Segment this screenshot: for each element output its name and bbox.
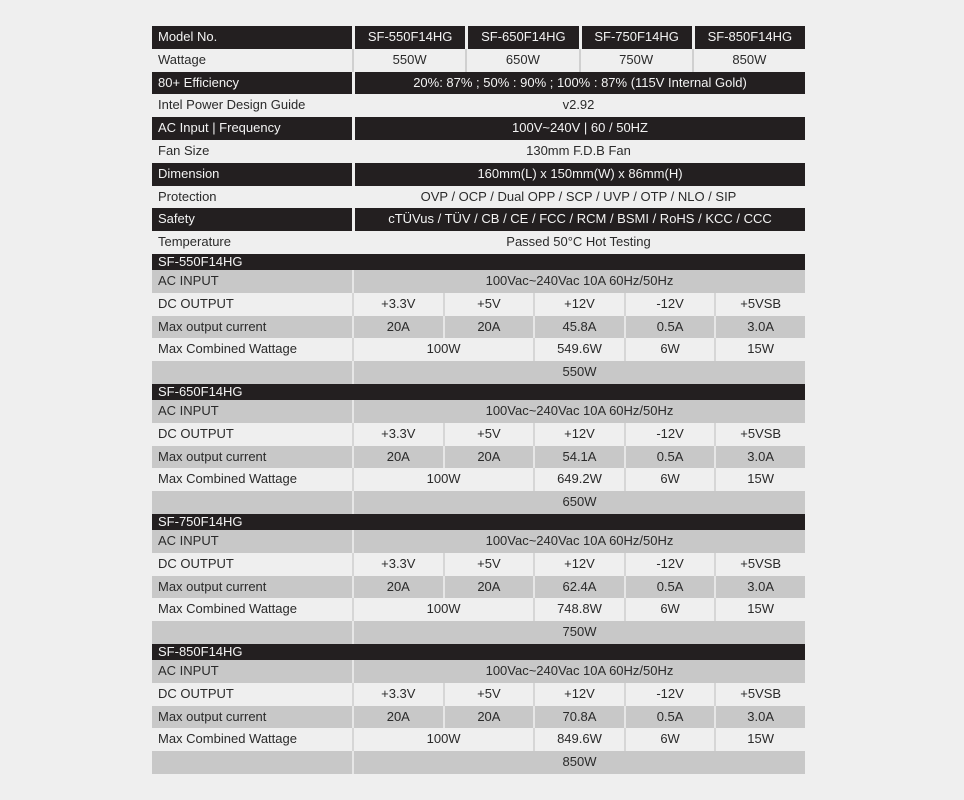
ac-input-label: AC INPUT — [158, 272, 219, 288]
model-550: SF-550F14HG — [352, 26, 465, 49]
current-value: 20A — [352, 576, 443, 599]
combined-12v: 649.2W — [533, 468, 624, 491]
rail-label: +5V — [443, 553, 534, 576]
ac-input-row — [152, 660, 805, 683]
model-650: SF-650F14HG — [465, 26, 578, 49]
dc-output-row — [152, 553, 805, 576]
ac-input-label: AC INPUT — [158, 532, 219, 548]
spec-row — [152, 186, 805, 209]
current-value: 0.5A — [624, 316, 715, 339]
rail-label: +5VSB — [714, 293, 805, 316]
dc-output-row — [152, 423, 805, 446]
rail-label: +5VSB — [714, 553, 805, 576]
wattage-850: 850W — [692, 49, 805, 72]
max-combined-row — [152, 598, 805, 621]
dc-output-label: DC OUTPUT — [158, 295, 234, 311]
rail-label: +12V — [533, 553, 624, 576]
rail-label: +5V — [443, 423, 534, 446]
model-row — [152, 26, 805, 49]
spec-row — [152, 94, 805, 117]
dc-output-row — [152, 293, 805, 316]
max-combined-label: Max Combined Wattage — [158, 341, 297, 357]
dc-output-label: DC OUTPUT — [158, 425, 234, 441]
rail-label: +3.3V — [352, 423, 443, 446]
current-value: 20A — [352, 446, 443, 469]
total-label — [152, 361, 352, 384]
rail-label: -12V — [624, 423, 715, 446]
rail-label: -12V — [624, 553, 715, 576]
spec-label: Temperature — [158, 234, 231, 250]
model-850: SF-850F14HG — [692, 26, 805, 49]
rail-label: +3.3V — [352, 293, 443, 316]
spec-row — [152, 117, 805, 140]
ac-input-value: 100Vac~240Vac 10A 60Hz/50Hz — [352, 270, 805, 293]
spec-label: Dimension — [158, 165, 220, 181]
rail-label: +5VSB — [714, 423, 805, 446]
total-value: 750W — [352, 621, 805, 644]
combined-5vsb: 15W — [714, 468, 805, 491]
section-sf-750f14hg — [152, 514, 805, 644]
section-title: SF-550F14HG — [152, 254, 805, 270]
section-title: SF-850F14HG — [152, 644, 805, 660]
ac-input-label: AC INPUT — [158, 402, 219, 418]
model-label: Model No. — [158, 29, 218, 44]
rail-label: +3.3V — [352, 553, 443, 576]
current-value: 54.1A — [533, 446, 624, 469]
max-current-row — [152, 706, 805, 729]
total-row — [152, 491, 805, 514]
ac-input-row — [152, 530, 805, 553]
psu-spec-sheet — [152, 26, 805, 774]
model-sections — [152, 254, 805, 774]
max-combined-label: Max Combined Wattage — [158, 601, 297, 617]
current-value: 20A — [352, 316, 443, 339]
combined-33-5v: 100W — [352, 468, 533, 491]
section-title: SF-750F14HG — [152, 514, 805, 530]
spec-value: 20%: 87% ; 50% : 90% ; 100% : 87% (115V Internal Gold) — [352, 72, 805, 95]
dc-output-label: DC OUTPUT — [158, 685, 234, 701]
combined-5vsb: 15W — [714, 598, 805, 621]
wattage-750: 750W — [579, 49, 692, 72]
general-specs — [152, 72, 805, 254]
current-value: 3.0A — [714, 576, 805, 599]
spec-row — [152, 140, 805, 163]
rail-label: +5V — [443, 293, 534, 316]
current-value: 3.0A — [714, 446, 805, 469]
current-value: 70.8A — [533, 706, 624, 729]
combined-neg12v: 6W — [624, 468, 715, 491]
combined-12v: 748.8W — [533, 598, 624, 621]
section-sf-550f14hg — [152, 254, 805, 384]
current-value: 3.0A — [714, 316, 805, 339]
spec-value: v2.92 — [562, 97, 595, 113]
total-label — [152, 491, 352, 514]
max-current-row — [152, 576, 805, 599]
spec-label: Intel Power Design Guide — [158, 97, 306, 113]
current-value: 20A — [443, 706, 534, 729]
combined-12v: 549.6W — [533, 338, 624, 361]
max-current-row — [152, 446, 805, 469]
section-sf-650f14hg — [152, 384, 805, 514]
dc-output-label: DC OUTPUT — [158, 555, 234, 571]
max-combined-row — [152, 728, 805, 751]
rail-label: +5VSB — [714, 683, 805, 706]
total-value: 550W — [352, 361, 805, 384]
spec-value: 130mm F.D.B Fan — [526, 142, 631, 158]
combined-12v: 849.6W — [533, 728, 624, 751]
rail-label: -12V — [624, 683, 715, 706]
section-title: SF-650F14HG — [152, 384, 805, 400]
combined-neg12v: 6W — [624, 338, 715, 361]
spec-label: AC Input | Frequency — [158, 120, 281, 136]
current-value: 62.4A — [533, 576, 624, 599]
total-label — [152, 751, 352, 774]
wattage-650: 650W — [465, 49, 578, 72]
spec-value: 160mm(L) x 150mm(W) x 86mm(H) — [352, 163, 805, 186]
max-current-label: Max output current — [158, 708, 267, 724]
total-label — [152, 621, 352, 644]
current-value: 0.5A — [624, 706, 715, 729]
spec-label: Fan Size — [158, 142, 210, 158]
max-combined-row — [152, 338, 805, 361]
combined-5vsb: 15W — [714, 338, 805, 361]
spec-label: Protection — [158, 188, 217, 204]
current-value: 20A — [352, 706, 443, 729]
combined-33-5v: 100W — [352, 598, 533, 621]
ac-input-row — [152, 400, 805, 423]
rail-label: -12V — [624, 293, 715, 316]
current-value: 20A — [443, 576, 534, 599]
spec-value: OVP / OCP / Dual OPP / SCP / UVP / OTP / NLO / SIP — [420, 188, 737, 204]
max-current-label: Max output current — [158, 318, 267, 334]
combined-33-5v: 100W — [352, 728, 533, 751]
current-value: 45.8A — [533, 316, 624, 339]
current-value: 0.5A — [624, 576, 715, 599]
ac-input-value: 100Vac~240Vac 10A 60Hz/50Hz — [352, 660, 805, 683]
model-750: SF-750F14HG — [579, 26, 692, 49]
ac-input-value: 100Vac~240Vac 10A 60Hz/50Hz — [352, 530, 805, 553]
rail-label: +12V — [533, 293, 624, 316]
max-current-row — [152, 316, 805, 339]
ac-input-value: 100Vac~240Vac 10A 60Hz/50Hz — [352, 400, 805, 423]
spec-row — [152, 163, 805, 186]
max-current-label: Max output current — [158, 448, 267, 464]
total-row — [152, 361, 805, 384]
spec-row — [152, 208, 805, 231]
rail-label: +3.3V — [352, 683, 443, 706]
total-row — [152, 621, 805, 644]
ac-input-row — [152, 270, 805, 293]
max-combined-label: Max Combined Wattage — [158, 471, 297, 487]
combined-5vsb: 15W — [714, 728, 805, 751]
current-value: 20A — [443, 316, 534, 339]
total-value: 650W — [352, 491, 805, 514]
ac-input-label: AC INPUT — [158, 662, 219, 678]
rail-label: +12V — [533, 683, 624, 706]
spec-row — [152, 72, 805, 95]
dc-output-row — [152, 683, 805, 706]
max-combined-row — [152, 468, 805, 491]
current-value: 0.5A — [624, 446, 715, 469]
current-value: 20A — [443, 446, 534, 469]
wattage-550: 550W — [352, 49, 465, 72]
combined-33-5v: 100W — [352, 338, 533, 361]
combined-neg12v: 6W — [624, 728, 715, 751]
current-value: 3.0A — [714, 706, 805, 729]
total-value: 850W — [352, 751, 805, 774]
max-current-label: Max output current — [158, 578, 267, 594]
spec-value: cTÜVus / TÜV / CB / CE / FCC / RCM / BSMI / RoHS / KCC / CCC — [352, 208, 805, 231]
wattage-row — [152, 49, 805, 72]
rail-label: +5V — [443, 683, 534, 706]
rail-label: +12V — [533, 423, 624, 446]
spec-value: 100V~240V | 60 / 50HZ — [352, 117, 805, 140]
combined-neg12v: 6W — [624, 598, 715, 621]
max-combined-label: Max Combined Wattage — [158, 731, 297, 747]
section-sf-850f14hg — [152, 644, 805, 774]
spec-label: Safety — [158, 211, 195, 227]
spec-label: 80+ Efficiency — [158, 74, 240, 90]
spec-row — [152, 231, 805, 254]
total-row — [152, 751, 805, 774]
wattage-label: Wattage — [158, 51, 206, 67]
spec-value: Passed 50°C Hot Testing — [506, 234, 651, 250]
